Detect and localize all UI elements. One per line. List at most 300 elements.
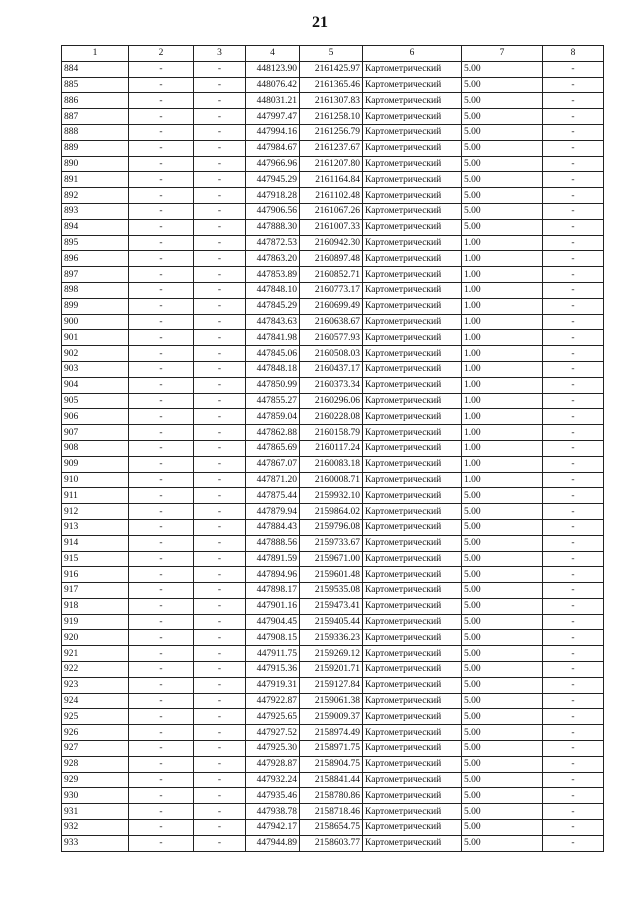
x-coordinate-cell: 447845.06 — [246, 346, 300, 362]
table-row — [62, 677, 604, 693]
cell-col3: - — [194, 662, 246, 678]
y-coordinate-cell: 2161207.80 — [300, 156, 363, 172]
point-number-cell: 912 — [62, 504, 129, 520]
point-number-cell: 906 — [62, 409, 129, 425]
y-coordinate-cell: 2159671.00 — [300, 551, 363, 567]
table-row — [62, 440, 604, 456]
y-coordinate-cell: 2159201.71 — [300, 662, 363, 678]
table-row — [62, 709, 604, 725]
method-cell: Картометрический — [363, 472, 462, 488]
cell-col8: - — [543, 583, 604, 599]
cell-col2: - — [129, 614, 194, 630]
x-coordinate-cell: 447945.29 — [246, 172, 300, 188]
cell-col2: - — [129, 504, 194, 520]
point-number-cell: 889 — [62, 140, 129, 156]
cell-col3: - — [194, 203, 246, 219]
table-row — [62, 425, 604, 441]
column-header: 7 — [462, 46, 543, 62]
cell-col2: - — [129, 188, 194, 204]
x-coordinate-cell: 447932.24 — [246, 772, 300, 788]
y-coordinate-cell: 2159601.48 — [300, 567, 363, 583]
table-row — [62, 614, 604, 630]
point-number-cell: 907 — [62, 425, 129, 441]
x-coordinate-cell: 447855.27 — [246, 393, 300, 409]
cell-col3: - — [194, 551, 246, 567]
x-coordinate-cell: 447919.31 — [246, 677, 300, 693]
accuracy-cell: 5.00 — [462, 109, 543, 125]
x-coordinate-cell: 447862.88 — [246, 425, 300, 441]
cell-col3: - — [194, 614, 246, 630]
cell-col3: - — [194, 235, 246, 251]
method-cell: Картометрический — [363, 504, 462, 520]
x-coordinate-cell: 447850.99 — [246, 377, 300, 393]
point-number-cell: 930 — [62, 788, 129, 804]
y-coordinate-cell: 2159733.67 — [300, 535, 363, 551]
cell-col8: - — [543, 219, 604, 235]
accuracy-cell: 1.00 — [462, 251, 543, 267]
point-number-cell: 890 — [62, 156, 129, 172]
table-row — [62, 156, 604, 172]
cell-col2: - — [129, 314, 194, 330]
cell-col3: - — [194, 156, 246, 172]
cell-col8: - — [543, 77, 604, 93]
method-cell: Картометрический — [363, 662, 462, 678]
accuracy-cell: 5.00 — [462, 188, 543, 204]
cell-col2: - — [129, 756, 194, 772]
cell-col3: - — [194, 772, 246, 788]
point-number-cell: 884 — [62, 61, 129, 77]
table-row — [62, 820, 604, 836]
table-row — [62, 188, 604, 204]
cell-col2: - — [129, 124, 194, 140]
table-row — [62, 519, 604, 535]
table-row — [62, 251, 604, 267]
accuracy-cell: 5.00 — [462, 124, 543, 140]
accuracy-cell: 1.00 — [462, 282, 543, 298]
table-row — [62, 109, 604, 125]
y-coordinate-cell: 2160508.03 — [300, 346, 363, 362]
cell-col3: - — [194, 756, 246, 772]
y-coordinate-cell: 2159127.84 — [300, 677, 363, 693]
point-number-cell: 900 — [62, 314, 129, 330]
method-cell: Картометрический — [363, 693, 462, 709]
y-coordinate-cell: 2159796.08 — [300, 519, 363, 535]
cell-col3: - — [194, 535, 246, 551]
cell-col3: - — [194, 267, 246, 283]
table-row — [62, 741, 604, 757]
cell-col2: - — [129, 709, 194, 725]
cell-col2: - — [129, 725, 194, 741]
x-coordinate-cell: 447863.20 — [246, 251, 300, 267]
point-number-cell: 911 — [62, 488, 129, 504]
cell-col8: - — [543, 156, 604, 172]
method-cell: Картометрический — [363, 393, 462, 409]
cell-col3: - — [194, 583, 246, 599]
cell-col8: - — [543, 504, 604, 520]
x-coordinate-cell: 447984.67 — [246, 140, 300, 156]
cell-col8: - — [543, 314, 604, 330]
table-row — [62, 662, 604, 678]
point-number-cell: 918 — [62, 598, 129, 614]
method-cell: Картометрический — [363, 646, 462, 662]
table-row — [62, 693, 604, 709]
cell-col8: - — [543, 93, 604, 109]
accuracy-cell: 5.00 — [462, 598, 543, 614]
cell-col8: - — [543, 804, 604, 820]
point-number-cell: 929 — [62, 772, 129, 788]
x-coordinate-cell: 447845.29 — [246, 298, 300, 314]
cell-col8: - — [543, 772, 604, 788]
table-row — [62, 756, 604, 772]
table-row — [62, 314, 604, 330]
cell-col8: - — [543, 409, 604, 425]
point-number-cell: 915 — [62, 551, 129, 567]
accuracy-cell: 1.00 — [462, 456, 543, 472]
point-number-cell: 921 — [62, 646, 129, 662]
method-cell: Картометрический — [363, 630, 462, 646]
cell-col3: - — [194, 377, 246, 393]
cell-col8: - — [543, 598, 604, 614]
cell-col8: - — [543, 267, 604, 283]
table-row — [62, 298, 604, 314]
x-coordinate-cell: 447966.96 — [246, 156, 300, 172]
point-number-cell: 888 — [62, 124, 129, 140]
cell-col3: - — [194, 361, 246, 377]
table-body — [62, 61, 604, 851]
y-coordinate-cell: 2161365.46 — [300, 77, 363, 93]
cell-col3: - — [194, 488, 246, 504]
cell-col8: - — [543, 282, 604, 298]
method-cell: Картометрический — [363, 188, 462, 204]
cell-col3: - — [194, 425, 246, 441]
cell-col2: - — [129, 646, 194, 662]
y-coordinate-cell: 2160437.17 — [300, 361, 363, 377]
accuracy-cell: 1.00 — [462, 377, 543, 393]
point-number-cell: 893 — [62, 203, 129, 219]
cell-col2: - — [129, 551, 194, 567]
method-cell: Картометрический — [363, 156, 462, 172]
method-cell: Картометрический — [363, 756, 462, 772]
point-number-cell: 927 — [62, 741, 129, 757]
cell-col2: - — [129, 219, 194, 235]
accuracy-cell: 5.00 — [462, 172, 543, 188]
accuracy-cell: 5.00 — [462, 93, 543, 109]
cell-col3: - — [194, 693, 246, 709]
cell-col3: - — [194, 472, 246, 488]
cell-col2: - — [129, 77, 194, 93]
cell-col8: - — [543, 393, 604, 409]
table-row — [62, 409, 604, 425]
y-coordinate-cell: 2159269.12 — [300, 646, 363, 662]
accuracy-cell: 5.00 — [462, 551, 543, 567]
cell-col3: - — [194, 440, 246, 456]
cell-col8: - — [543, 251, 604, 267]
cell-col3: - — [194, 393, 246, 409]
cell-col8: - — [543, 677, 604, 693]
cell-col2: - — [129, 172, 194, 188]
y-coordinate-cell: 2160117.24 — [300, 440, 363, 456]
accuracy-cell: 5.00 — [462, 756, 543, 772]
x-coordinate-cell: 447888.56 — [246, 535, 300, 551]
y-coordinate-cell: 2158971.75 — [300, 741, 363, 757]
point-number-cell: 920 — [62, 630, 129, 646]
accuracy-cell: 5.00 — [462, 772, 543, 788]
accuracy-cell: 1.00 — [462, 235, 543, 251]
cell-col2: - — [129, 361, 194, 377]
x-coordinate-cell: 447994.16 — [246, 124, 300, 140]
cell-col8: - — [543, 662, 604, 678]
table-row — [62, 235, 604, 251]
table-row — [62, 361, 604, 377]
table-row — [62, 725, 604, 741]
method-cell: Картометрический — [363, 788, 462, 804]
method-cell: Картометрический — [363, 820, 462, 836]
y-coordinate-cell: 2161067.26 — [300, 203, 363, 219]
point-number-cell: 910 — [62, 472, 129, 488]
x-coordinate-cell: 447843.63 — [246, 314, 300, 330]
cell-col2: - — [129, 820, 194, 836]
accuracy-cell: 5.00 — [462, 614, 543, 630]
cell-col8: - — [543, 788, 604, 804]
table-row — [62, 219, 604, 235]
y-coordinate-cell: 2161164.84 — [300, 172, 363, 188]
table-header-row — [62, 46, 604, 62]
method-cell: Картометрический — [363, 361, 462, 377]
cell-col3: - — [194, 519, 246, 535]
point-number-cell: 899 — [62, 298, 129, 314]
cell-col2: - — [129, 425, 194, 441]
point-number-cell: 932 — [62, 820, 129, 836]
cell-col2: - — [129, 472, 194, 488]
point-number-cell: 909 — [62, 456, 129, 472]
point-number-cell: 914 — [62, 535, 129, 551]
cell-col2: - — [129, 630, 194, 646]
point-number-cell: 905 — [62, 393, 129, 409]
x-coordinate-cell: 447906.56 — [246, 203, 300, 219]
cell-col8: - — [543, 567, 604, 583]
method-cell: Картометрический — [363, 346, 462, 362]
accuracy-cell: 5.00 — [462, 156, 543, 172]
cell-col8: - — [543, 725, 604, 741]
cell-col3: - — [194, 124, 246, 140]
cell-col2: - — [129, 61, 194, 77]
y-coordinate-cell: 2159932.10 — [300, 488, 363, 504]
method-cell: Картометрический — [363, 377, 462, 393]
y-coordinate-cell: 2160158.79 — [300, 425, 363, 441]
cell-col8: - — [543, 172, 604, 188]
cell-col3: - — [194, 109, 246, 125]
table-row — [62, 504, 604, 520]
cell-col8: - — [543, 456, 604, 472]
coordinates-table — [61, 45, 604, 852]
table-row — [62, 140, 604, 156]
y-coordinate-cell: 2160228.08 — [300, 409, 363, 425]
point-number-cell: 933 — [62, 835, 129, 851]
table-row — [62, 835, 604, 851]
cell-col8: - — [543, 535, 604, 551]
cell-col3: - — [194, 330, 246, 346]
x-coordinate-cell: 448031.21 — [246, 93, 300, 109]
cell-col2: - — [129, 456, 194, 472]
accuracy-cell: 1.00 — [462, 425, 543, 441]
y-coordinate-cell: 2161307.83 — [300, 93, 363, 109]
point-number-cell: 894 — [62, 219, 129, 235]
method-cell: Картометрический — [363, 314, 462, 330]
x-coordinate-cell: 447891.59 — [246, 551, 300, 567]
accuracy-cell: 1.00 — [462, 361, 543, 377]
column-header: 2 — [129, 46, 194, 62]
cell-col3: - — [194, 598, 246, 614]
x-coordinate-cell: 447938.78 — [246, 804, 300, 820]
cell-col3: - — [194, 314, 246, 330]
table-row — [62, 788, 604, 804]
cell-col3: - — [194, 61, 246, 77]
y-coordinate-cell: 2161237.67 — [300, 140, 363, 156]
cell-col8: - — [543, 425, 604, 441]
method-cell: Картометрический — [363, 235, 462, 251]
accuracy-cell: 5.00 — [462, 725, 543, 741]
point-number-cell: 924 — [62, 693, 129, 709]
table-row — [62, 124, 604, 140]
method-cell: Картометрический — [363, 93, 462, 109]
cell-col2: - — [129, 535, 194, 551]
accuracy-cell: 5.00 — [462, 61, 543, 77]
cell-col3: - — [194, 409, 246, 425]
cell-col3: - — [194, 140, 246, 156]
cell-col2: - — [129, 251, 194, 267]
column-header: 1 — [62, 46, 129, 62]
cell-col8: - — [543, 646, 604, 662]
method-cell: Картометрический — [363, 203, 462, 219]
accuracy-cell: 1.00 — [462, 440, 543, 456]
method-cell: Картометрический — [363, 583, 462, 599]
cell-col2: - — [129, 662, 194, 678]
table-row — [62, 804, 604, 820]
cell-col2: - — [129, 772, 194, 788]
method-cell: Картометрический — [363, 425, 462, 441]
method-cell: Картометрический — [363, 330, 462, 346]
cell-col3: - — [194, 77, 246, 93]
method-cell: Картометрический — [363, 298, 462, 314]
point-number-cell: 916 — [62, 567, 129, 583]
accuracy-cell: 5.00 — [462, 583, 543, 599]
y-coordinate-cell: 2161256.79 — [300, 124, 363, 140]
column-header: 4 — [246, 46, 300, 62]
method-cell: Картометрический — [363, 124, 462, 140]
table-row — [62, 456, 604, 472]
cell-col2: - — [129, 693, 194, 709]
x-coordinate-cell: 447911.75 — [246, 646, 300, 662]
cell-col3: - — [194, 804, 246, 820]
method-cell: Картометрический — [363, 219, 462, 235]
y-coordinate-cell: 2158974.49 — [300, 725, 363, 741]
method-cell: Картометрический — [363, 440, 462, 456]
cell-col2: - — [129, 235, 194, 251]
cell-col8: - — [543, 835, 604, 851]
accuracy-cell: 5.00 — [462, 835, 543, 851]
table-row — [62, 282, 604, 298]
cell-col8: - — [543, 140, 604, 156]
point-number-cell: 904 — [62, 377, 129, 393]
accuracy-cell: 5.00 — [462, 646, 543, 662]
x-coordinate-cell: 447859.04 — [246, 409, 300, 425]
accuracy-cell: 5.00 — [462, 788, 543, 804]
cell-col8: - — [543, 756, 604, 772]
cell-col2: - — [129, 203, 194, 219]
point-number-cell: 891 — [62, 172, 129, 188]
y-coordinate-cell: 2159405.44 — [300, 614, 363, 630]
x-coordinate-cell: 447875.44 — [246, 488, 300, 504]
cell-col3: - — [194, 835, 246, 851]
cell-col8: - — [543, 61, 604, 77]
x-coordinate-cell: 447841.98 — [246, 330, 300, 346]
table-row — [62, 551, 604, 567]
accuracy-cell: 5.00 — [462, 488, 543, 504]
y-coordinate-cell: 2158841.44 — [300, 772, 363, 788]
method-cell: Картометрический — [363, 519, 462, 535]
cell-col8: - — [543, 693, 604, 709]
accuracy-cell: 1.00 — [462, 298, 543, 314]
y-coordinate-cell: 2160008.71 — [300, 472, 363, 488]
cell-col8: - — [543, 188, 604, 204]
method-cell: Картометрический — [363, 109, 462, 125]
cell-col2: - — [129, 409, 194, 425]
y-coordinate-cell: 2159061.38 — [300, 693, 363, 709]
x-coordinate-cell: 447915.36 — [246, 662, 300, 678]
cell-col2: - — [129, 93, 194, 109]
cell-col8: - — [543, 551, 604, 567]
x-coordinate-cell: 447928.87 — [246, 756, 300, 772]
y-coordinate-cell: 2160373.34 — [300, 377, 363, 393]
cell-col8: - — [543, 519, 604, 535]
x-coordinate-cell: 447901.16 — [246, 598, 300, 614]
cell-col8: - — [543, 377, 604, 393]
cell-col3: - — [194, 725, 246, 741]
cell-col2: - — [129, 282, 194, 298]
table-row — [62, 630, 604, 646]
x-coordinate-cell: 447944.89 — [246, 835, 300, 851]
page-number: 21 — [312, 14, 328, 31]
table-row — [62, 77, 604, 93]
cell-col8: - — [543, 203, 604, 219]
point-number-cell: 901 — [62, 330, 129, 346]
cell-col8: - — [543, 709, 604, 725]
cell-col8: - — [543, 346, 604, 362]
x-coordinate-cell: 447848.18 — [246, 361, 300, 377]
method-cell: Картометрический — [363, 140, 462, 156]
point-number-cell: 928 — [62, 756, 129, 772]
method-cell: Картометрический — [363, 835, 462, 851]
accuracy-cell: 5.00 — [462, 677, 543, 693]
accuracy-cell: 1.00 — [462, 314, 543, 330]
x-coordinate-cell: 447871.20 — [246, 472, 300, 488]
y-coordinate-cell: 2159009.37 — [300, 709, 363, 725]
method-cell: Картометрический — [363, 535, 462, 551]
y-coordinate-cell: 2158718.46 — [300, 804, 363, 820]
x-coordinate-cell: 447898.17 — [246, 583, 300, 599]
cell-col3: - — [194, 219, 246, 235]
x-coordinate-cell: 447918.28 — [246, 188, 300, 204]
accuracy-cell: 5.00 — [462, 804, 543, 820]
accuracy-cell: 1.00 — [462, 346, 543, 362]
table-row — [62, 393, 604, 409]
cell-col3: - — [194, 172, 246, 188]
cell-col2: - — [129, 267, 194, 283]
method-cell: Картометрический — [363, 551, 462, 567]
cell-col2: - — [129, 393, 194, 409]
cell-col2: - — [129, 440, 194, 456]
y-coordinate-cell: 2160897.48 — [300, 251, 363, 267]
